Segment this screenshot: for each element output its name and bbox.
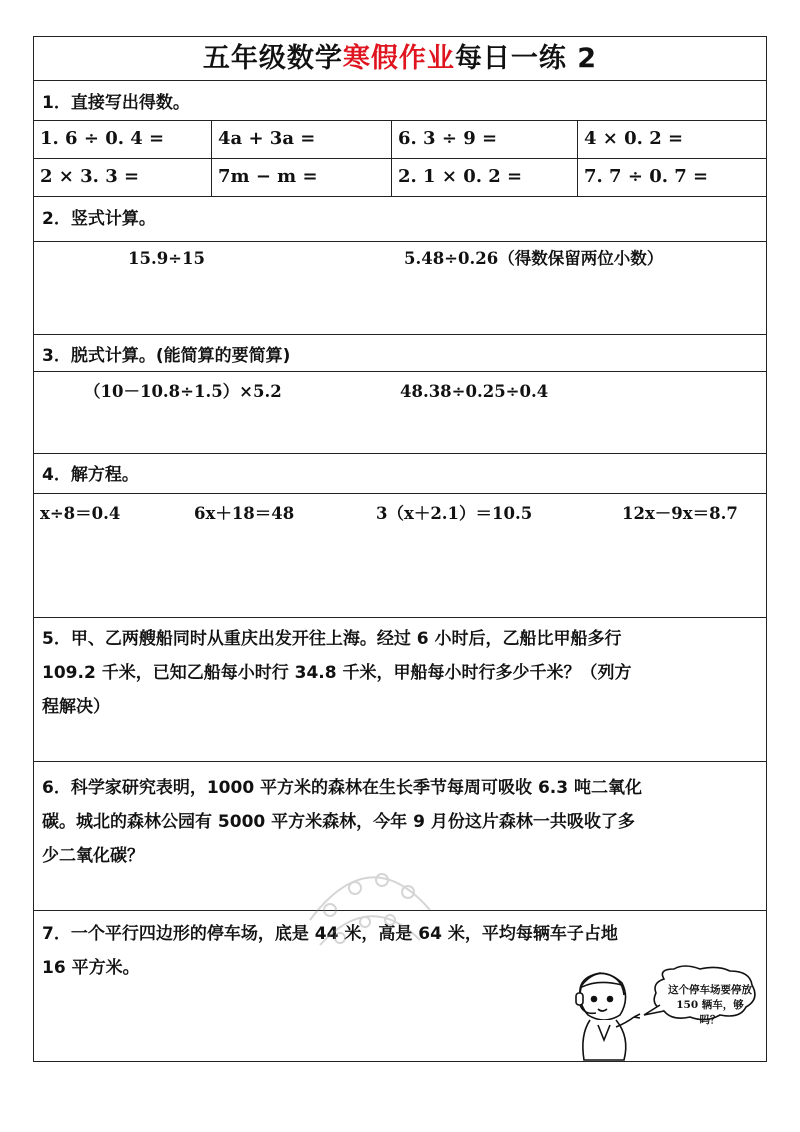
divider bbox=[34, 120, 766, 121]
q1-item: 7. 7 ÷ 0. 7 = bbox=[584, 166, 709, 187]
q4-item: 12x－9x＝8.7 bbox=[622, 504, 738, 523]
q4-item: 3（x＋2.1）＝10.5 bbox=[376, 504, 533, 523]
q6-line: 6．科学家研究表明，1000 平方米的森林在生长季节每周可吸收 6.3 吨二氧化 bbox=[42, 778, 643, 798]
q5-line: 5．甲、乙两艘船同时从重庆出发开往上海。经过 6 小时后，乙船比甲船多行 bbox=[42, 629, 622, 649]
q1-item: 2. 1 × 0. 2 = bbox=[398, 166, 523, 187]
q6-line: 碳。城北的森林公园有 5000 平方米森林，今年 9 月份这片森林一共吸收了多 bbox=[42, 812, 635, 832]
divider bbox=[34, 80, 766, 81]
cell-divider bbox=[577, 120, 578, 196]
bubble-line: 这个停车场要停放 bbox=[668, 984, 752, 996]
divider bbox=[34, 158, 766, 159]
divider bbox=[34, 241, 766, 242]
q3-item: （10－10.8÷1.5）×5.2 bbox=[84, 382, 282, 401]
q4-label: 4．解方程。 bbox=[42, 465, 139, 485]
q1-item: 4a + 3a = bbox=[218, 128, 316, 149]
divider bbox=[34, 453, 766, 454]
q7-line: 7．一个平行四边形的停车场，底是 44 米，高是 64 米，平均每辆车子占地 bbox=[42, 924, 618, 944]
q5-text bbox=[42, 622, 762, 724]
q7-line: 16 平方米。 bbox=[42, 958, 140, 978]
q4-item: x÷8＝0.4 bbox=[40, 504, 121, 523]
q6-line: 少二氧化碳？ bbox=[42, 846, 144, 866]
q3-label: 3．脱式计算。(能简算的要简算) bbox=[42, 346, 291, 366]
speech-bubble-text bbox=[666, 983, 754, 1028]
q3-item: 48.38÷0.25÷0.4 bbox=[400, 382, 549, 401]
q1-item: 4 × 0. 2 = bbox=[584, 128, 684, 149]
q1-label: 1．直接写出得数。 bbox=[42, 93, 190, 113]
title-part-1: 五年级数学 bbox=[202, 43, 343, 74]
q1-item: 7m − m = bbox=[218, 166, 318, 187]
cell-divider bbox=[211, 120, 212, 196]
title-accent: 寒假作业 bbox=[342, 43, 455, 74]
q1-item: 1. 6 ÷ 0. 4 = bbox=[40, 128, 165, 149]
divider bbox=[34, 617, 766, 618]
q1-item: 6. 3 ÷ 9 = bbox=[398, 128, 498, 149]
divider bbox=[34, 334, 766, 335]
divider bbox=[34, 371, 766, 372]
q5-line: 程解决） bbox=[42, 697, 110, 717]
q2-label: 2．竖式计算。 bbox=[42, 209, 156, 229]
divider bbox=[34, 761, 766, 762]
cell-divider bbox=[391, 120, 392, 196]
q2-item: 15.9÷15 bbox=[128, 249, 205, 268]
q1-item: 2 × 3. 3 = bbox=[40, 166, 140, 187]
q2-item: 5.48÷0.26（得数保留两位小数） bbox=[404, 249, 664, 268]
title-part-3: 每日一练 2 bbox=[454, 43, 598, 74]
watermark-stamp-icon bbox=[300, 850, 440, 960]
divider bbox=[34, 196, 766, 197]
q4-item: 6x＋18＝48 bbox=[194, 504, 295, 523]
page-title bbox=[34, 39, 766, 79]
q5-line: 109.2 千米，已知乙船每小时行 34.8 千米，甲船每小时行多少千米？（列方 bbox=[42, 663, 632, 683]
divider bbox=[34, 493, 766, 494]
bubble-line: 150 辆车，够吗？ bbox=[676, 999, 744, 1026]
